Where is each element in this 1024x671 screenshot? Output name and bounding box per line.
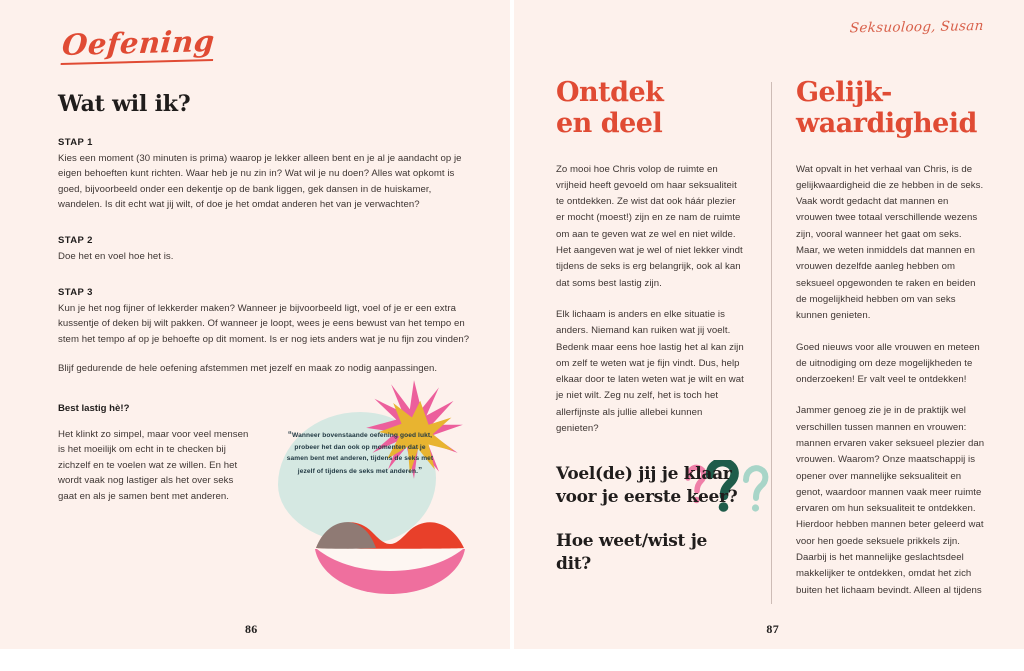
column-ontdek-en-deel bbox=[556, 78, 746, 604]
illustration-quote-text bbox=[286, 428, 434, 478]
chapter-script-title bbox=[61, 19, 481, 65]
chapter-script-title-text: Oefening bbox=[61, 26, 216, 65]
closing-note: Blijf gedurende de hele oefening afstemmen met jezelf en maak zo nodig aanpassingen. bbox=[58, 363, 438, 375]
closing-paragraph-column bbox=[58, 427, 253, 505]
quote-close-mark: ” bbox=[418, 466, 423, 476]
column-1-heading-line-2: en deel bbox=[556, 107, 663, 139]
quote-body: Wanneer bovenstaande oefening goed lukt, probeer het dan ook op momenten dat je samen bent met anderen, tijdens de seks met jezelf of tijdens de seks met anderen. bbox=[286, 432, 434, 476]
closing-paragraph: Het klinkt zo simpel, maar voor veel mensen is het moeilijk om echt in te checken bij zichzelf en te voelen wat ze willen. En het wordt vaak nog lastiger als het over seks gaat en als je samen bent met anderen. bbox=[58, 428, 249, 502]
page-title: Wat wil ik? bbox=[58, 90, 191, 117]
column-1-paragraph-1: Zo mooi hoe Chris volop de ruimte en vrijheid heeft gevoeld om haar seksualiteit te ontdekken. Ze wist dat ook háár plezier er mocht (moest!) zijn en ze nam de ruimte om aan te geven wat ze wel en niet wilde. Het aangeven wat je wel of niet lekker vindt tijdens de seks is erg belangrijk, ook al kan dat soms best lastig zijn. bbox=[556, 163, 743, 289]
step-label-2: STAP 2 bbox=[58, 235, 93, 247]
step-label-1: STAP 1 bbox=[58, 136, 93, 148]
column-1-heading-line-1: Ontdek bbox=[556, 77, 664, 108]
column-2-heading-line-1: Gelijk- bbox=[796, 77, 892, 108]
step-text-1: Kies een moment (30 minuten is prima) waarop je lekker alleen bent en je al je aandacht op je eigen behoeften kunt richten. Waar heb je nu zin in? Wat wil je nu doen? Alles wat opkomt is goed, bijvoorbeeld onder een dekentje op de bank liggen, gek dansen in de huiskamer, wandelen. Is dit echt wat jij wilt, of doe je het omdat anderen het van je verwachten? bbox=[58, 152, 462, 211]
column-1-heading bbox=[556, 78, 746, 140]
step-text-2: Doe het en voel hoe het is. bbox=[58, 251, 174, 263]
right-page bbox=[514, 0, 1024, 649]
column-2-paragraph-2: Goed nieuws voor alle vrouwen en meteen de uitnodiging om deze mogelijkheden te onderzoeken! Er valt veel te ontdekken! bbox=[796, 341, 980, 386]
right-page-footer bbox=[514, 609, 1024, 649]
subheading-best-lastig: Best lastig hè!? bbox=[58, 402, 130, 414]
column-gelijkwaardigheid bbox=[796, 78, 986, 604]
column-1-paragraph-2: Elk lichaam is anders en elke situatie is anders. Niemand kan ruiken wat jij voelt. Bedenk maar eens hoe lastig het al kan zijn om zelf te weten wat je fijn vindt. Dus, help elkaar door te laten weten wat je wilt en wat je niet wilt. Zeg nu zelf, het is toch het allerfijnste als jullie allebei kunnen genieten? bbox=[556, 308, 744, 434]
column-2-heading bbox=[796, 78, 986, 140]
author-running-head: Seksuoloog, Susan bbox=[849, 18, 985, 37]
reflection-question-1: Voel(de) jij je klaar voor je eerste keer? bbox=[556, 464, 738, 507]
step-text-3: Kun je het nog fijner of lekkerder maken? Wanneer je bijvoorbeeld ligt, voel of je er een extra kussentje of deken bij wilt pakken. Of wanneer je loopt, wees je eens bewust van het tempo en stem het tempo af op je behoefte op dit moment. Is er nog iets anders wat je nu fijn zou vinden? bbox=[58, 302, 470, 345]
column-2-heading-line-2: waardigheid bbox=[796, 107, 977, 139]
illustration-quote-lips bbox=[276, 378, 486, 593]
left-page bbox=[0, 0, 510, 649]
lips-illustration-icon bbox=[310, 508, 470, 594]
left-page-footer bbox=[0, 609, 510, 649]
right-page-columns bbox=[556, 78, 986, 604]
step-label-3: STAP 3 bbox=[58, 286, 93, 298]
reflection-question-2: Hoe weet/wist je dit? bbox=[556, 531, 708, 574]
quote-open-mark: “ bbox=[287, 430, 293, 439]
page-number-left: 86 bbox=[245, 622, 258, 636]
page-number-right: 87 bbox=[766, 622, 779, 636]
column-2-paragraph-1: Wat opvalt in het verhaal van Chris, is de gelijkwaardigheid die ze hebben in de seks. Vaak wordt gedacht dat mannen en vrouwen twee totaal verschillende wezens zijn, vooral wanneer het gaat om seks. Maar, we weten inmiddels dat mannen en vrouwen dezelfde aanleg hebben om seksueel opgewonden te raken en beiden de mogelijkheid hebben om van seks kunnen genieten. bbox=[796, 163, 984, 322]
column-2-paragraph-3: Jammer genoeg zie je in de praktijk wel verschillen tussen mannen en vrouwen: mannen ervaren vaker seksueel plezier dan vrouwen. Waarom? Onze maatschappij is opener over mannelijke seksualiteit en genot, waardoor mannen vaak meer ruimte ervaren om hun seksualiteit te ontdekken. Hierdoor hebben mannen beter geleerd wat voor hen goede seksuele prikkels zijn. Daarbij is het mannelijke geslachtsdeel makkelijker te ontdekken, omdat het zich buiten het lichaam bevindt. Alleen al tijdens bbox=[796, 405, 985, 596]
